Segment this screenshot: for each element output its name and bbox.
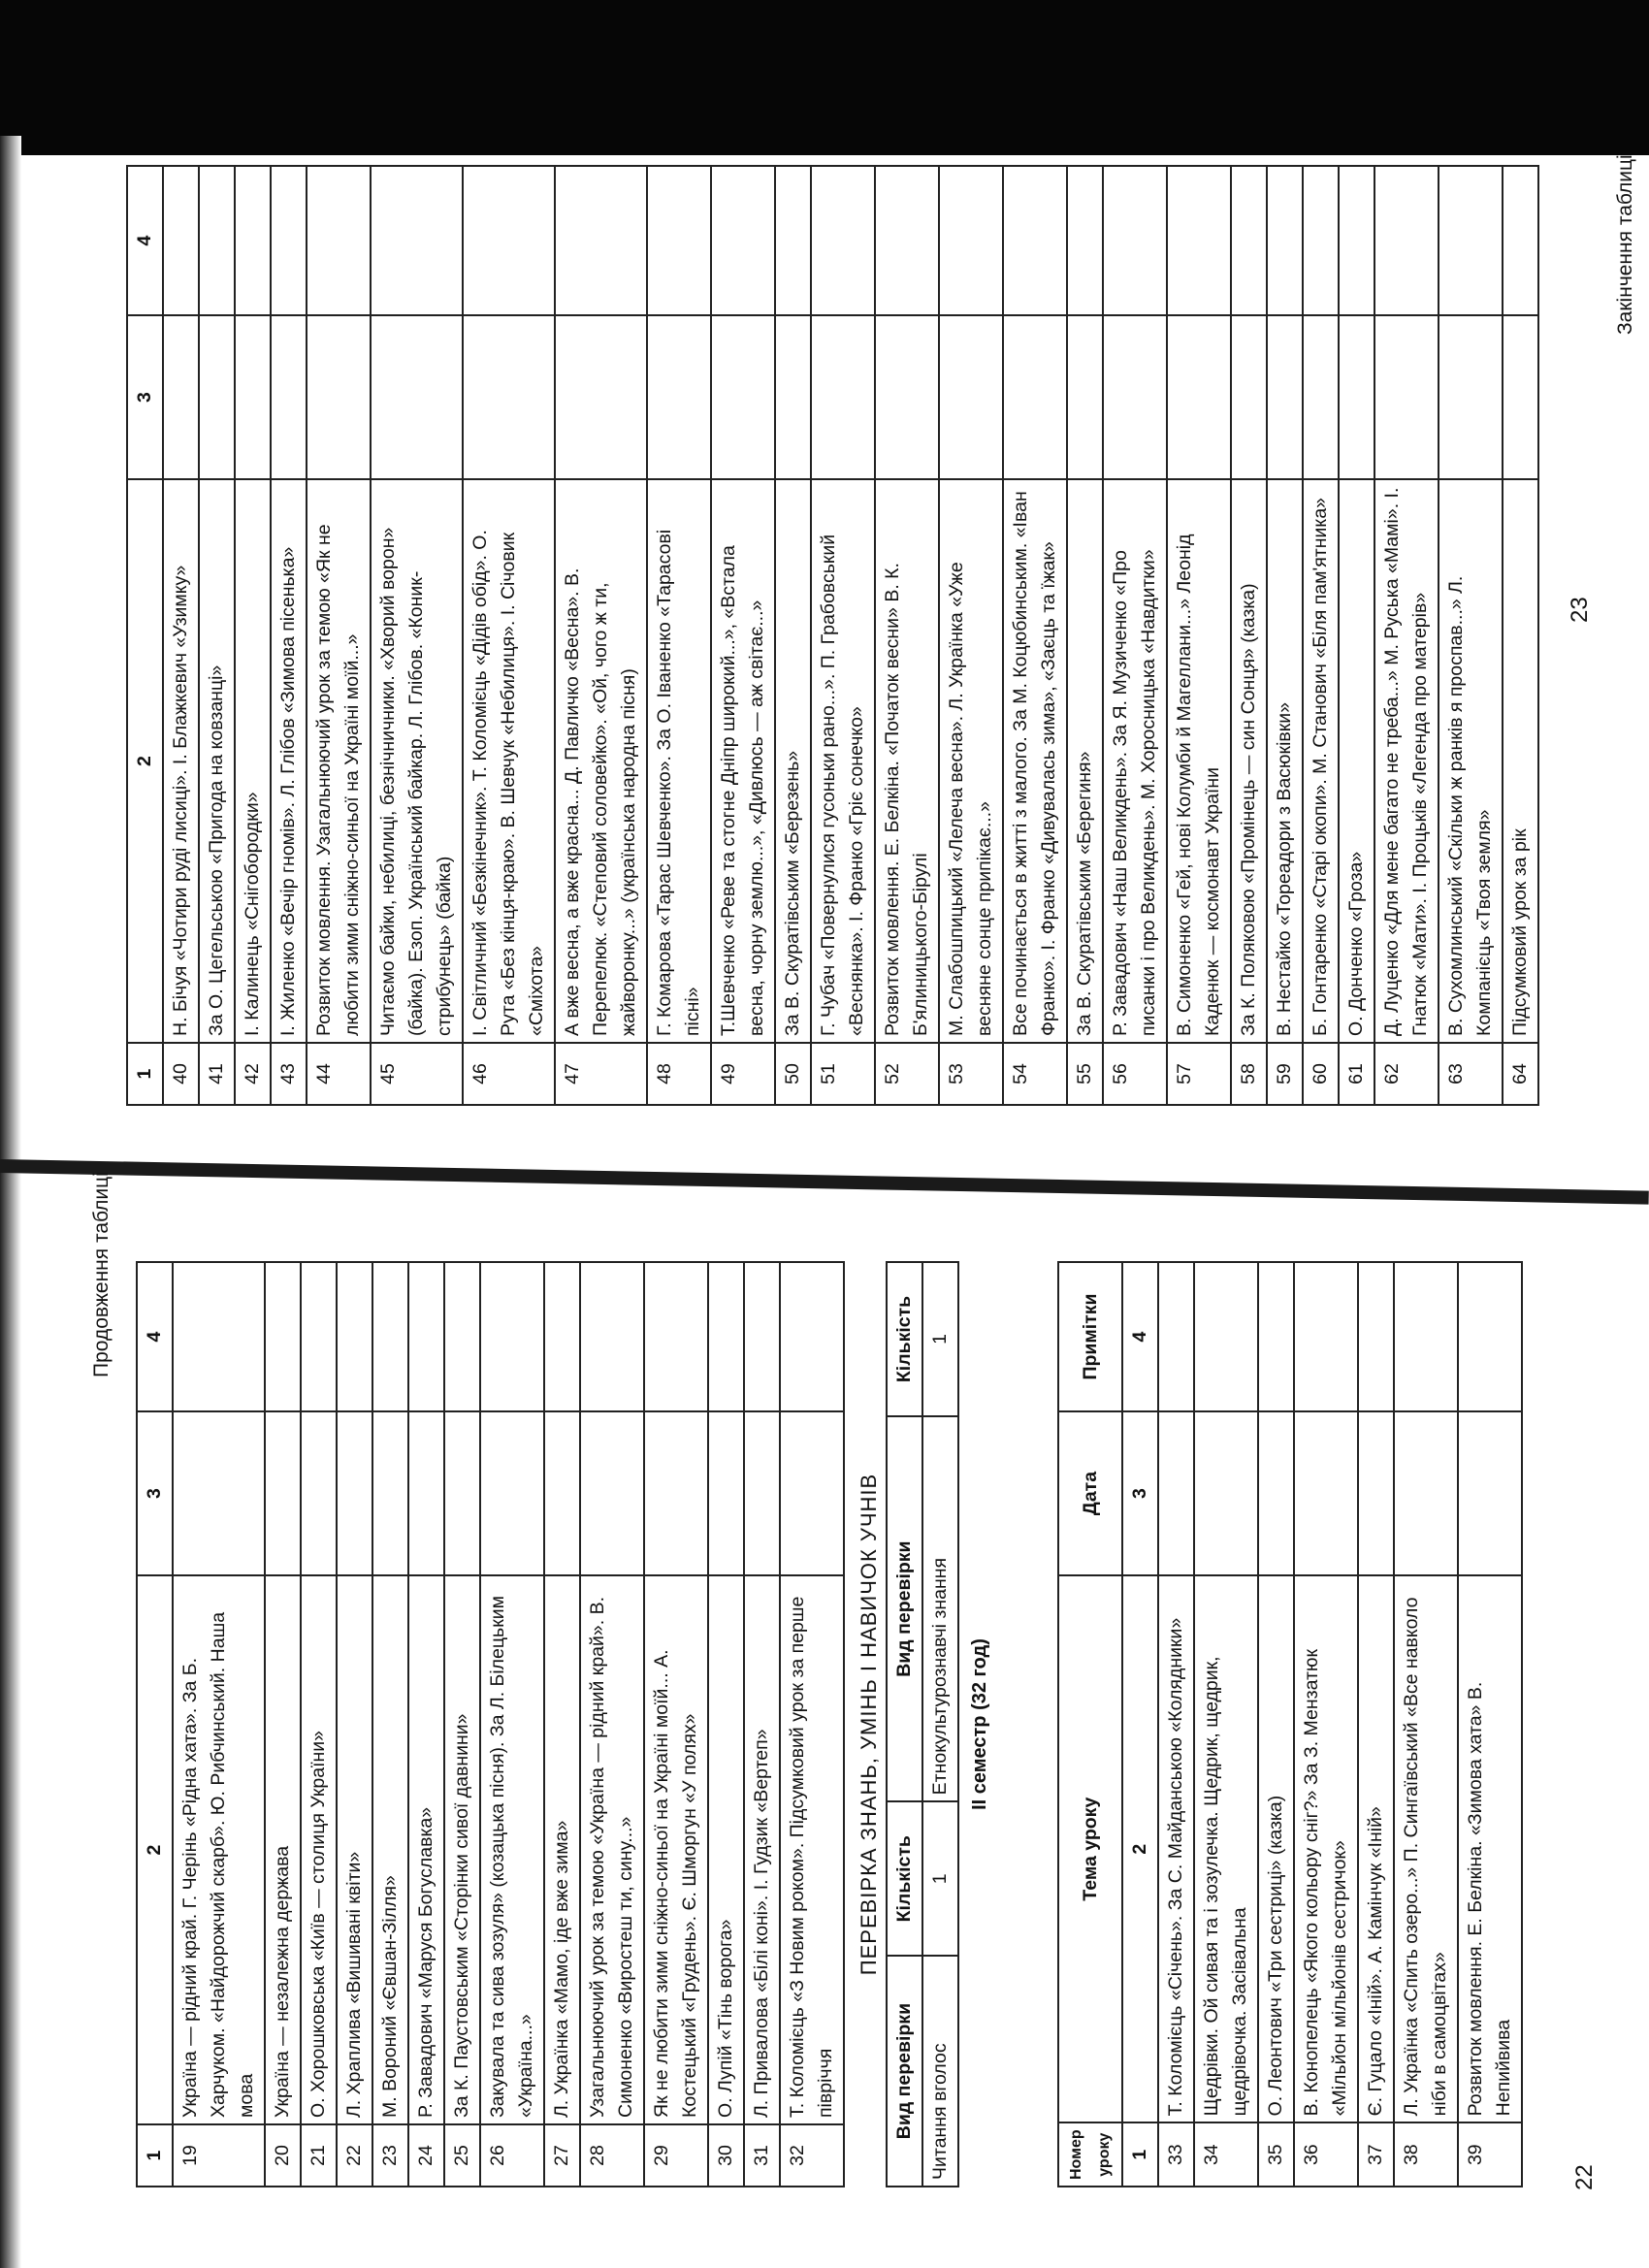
lesson-number: 33 [1158,2122,1194,2187]
header-cell: 2 [137,1575,173,2124]
lesson-notes-cell [265,1262,301,1411]
lesson-topic: Розвиток мовлення. Узагальнюючий урок за темою «Як не любити зими сніжно-синьої на Україні моїй...» [307,479,371,1043]
lesson-date-cell [1303,315,1339,479]
lesson-notes-cell [780,1262,844,1411]
table-row [1267,166,1303,1105]
lesson-number: 40 [163,1043,199,1105]
table-row [163,166,199,1105]
lesson-date-cell [1374,315,1439,479]
lesson-topic: М. Вороний «Євшан-Зілля» [372,1575,408,2124]
lesson-notes-cell [1003,166,1067,315]
semester-heading: II семестр (32 год) [969,1638,990,1810]
lesson-number: 50 [775,1043,811,1105]
lesson-notes-cell [307,166,371,315]
lesson-number: 37 [1358,2122,1394,2187]
table-row [555,166,647,1105]
lesson-number: 28 [580,2124,644,2187]
lesson-date-cell [408,1411,444,1575]
lesson-topic: Як не любити зими сніжно-синьої на Україні моїй... А. Костецький «Грудень». Є. Шморгун «У полях» [644,1575,708,2124]
lesson-date-cell [775,315,811,479]
lesson-date-cell [265,1411,301,1575]
lesson-topic: О. Хорошковська «Київ — столиця України» [301,1575,337,2124]
lesson-topic: Р. Завадович «Маруся Богуславка» [408,1575,444,2124]
lesson-number: 27 [544,2124,580,2187]
table-row [1167,166,1231,1105]
lesson-topic: Україна — рідний край. Г. Черінь «Рідна хата». За Б. Харчуком. «Найдорожчий скарб». Ю. Рибчинський. Наша мова [173,1575,265,2124]
table-row [939,166,1003,1105]
lesson-topic: Все починається в житті з малого. За М. Коцюбинським. «Іван Франко». І. Франко «Дивувалась зима», «Заєць та їжак» [1003,479,1067,1043]
lesson-date-cell [875,315,939,479]
lesson-header: Дата [1058,1411,1122,1575]
lesson-number: 43 [271,1043,307,1105]
lesson-number: 47 [555,1043,647,1105]
lesson-topic: А вже весна, а вже красна... Д. Павличко «Весна». В. Перепелюк. «Степовий соловейко». «Ой, чого ж ти, жайворонку...» (українська народна пісня) [555,479,647,1043]
lesson-topic: Розвиток мовлення. Е. Белкіна. «Зимова хата» В. Непийвива [1458,1575,1522,2122]
lesson-topic: Г. Комарова «Тарас Шевченко». За О. Іваненко «Тарасові пісні» [647,479,711,1043]
lesson-number: 46 [463,1043,555,1105]
table-row [271,166,307,1105]
left-main-table-wrapper [136,1261,845,2187]
table-row [173,1262,265,2187]
lesson-notes-cell [580,1262,644,1411]
lesson-notes-cell [1194,1262,1258,1411]
lesson-number: 21 [301,2124,337,2187]
lesson-number: 53 [939,1043,1003,1105]
lesson-notes-cell [173,1262,265,1411]
lesson-date-cell [1231,315,1267,479]
lesson-date-cell [644,1411,708,1575]
lesson-topic: Л. Українка «Мамо, іде вже зима» [544,1575,580,2124]
lesson-number: 24 [408,2124,444,2187]
table-row [1231,166,1267,1105]
table-row [1103,166,1167,1105]
lesson-date-cell [463,315,555,479]
table-row [235,166,271,1105]
lesson-date-cell [544,1411,580,1575]
lesson-number: 51 [811,1043,875,1105]
lesson-date-cell [271,315,307,479]
lesson-date-cell [307,315,371,479]
lesson-date-cell [1067,315,1103,479]
left-page-number: 22 [1571,2164,1598,2190]
lesson-notes-cell [1067,166,1103,315]
lesson-number: 48 [647,1043,711,1105]
lesson-number: 58 [1231,1043,1267,1105]
check-value: Читання вголос [922,1956,958,2187]
lesson-topic: І. Жиленко «Вечір гномів». Л. Глібов «Зимова пісенька» [271,479,307,1043]
lesson-number: 38 [1394,2122,1458,2187]
lesson-notes-cell [235,166,271,315]
right-table-wrapper [126,165,1539,1106]
table-row [1158,1262,1194,2187]
lesson-number: 19 [173,2124,265,2187]
lesson-date-cell [199,315,235,479]
table-row [811,166,875,1105]
table-row [301,1262,337,2187]
table-row [780,1262,844,2187]
lesson-number: 35 [1258,2122,1294,2187]
lesson-notes-cell [1339,166,1374,315]
table-header-row [137,1262,173,2187]
table-row [408,1262,444,2187]
check-value: 1 [922,1262,958,1416]
lesson-date-cell [580,1411,644,1575]
lesson-number: 54 [1003,1043,1067,1105]
lesson-topic: Узагальнюючий урок за темою «Україна — рідний край». В. Симоненко «Виростеш ти, сину...» [580,1575,644,2124]
check-title: ПЕРЕВІРКА ЗНАНЬ, УМІНЬ І НАВИЧОК УЧНІВ [857,1473,881,1976]
lesson-number: 29 [644,2124,708,2187]
lesson-number: 52 [875,1043,939,1105]
lesson-date-cell [1003,315,1067,479]
lesson-topic: Н. Бічуя «Чотири руді лисиці». І. Блажкевич «Узимку» [163,479,199,1043]
lesson-topic: Закувала та сива зозуля» (козацька пісня). За Л. Білецьким «Україна...» [480,1575,544,2124]
lesson-date-cell [780,1411,844,1575]
lesson-number: 45 [371,1043,463,1105]
lesson-date-cell [173,1411,265,1575]
lesson-notes-cell [337,1262,372,1411]
lesson-date-cell [1294,1411,1358,1575]
check-value: Етнокультурознавчі знання [922,1416,958,1801]
lesson-notes-cell [1167,166,1231,315]
lesson-topic: І. Калинець «Снігобородки» [235,479,271,1043]
lesson-topic: Підсумковий урок за рік [1503,479,1538,1043]
lesson-notes-cell [271,166,307,315]
lesson-notes-cell [1503,166,1538,315]
lesson-notes-cell [711,166,775,315]
semester-lesson-table [1057,1261,1523,2187]
lesson-number: 57 [1167,1043,1231,1105]
lesson-date-cell [1439,315,1503,479]
index-cell: 4 [1122,1262,1158,1411]
lesson-date-cell [301,1411,337,1575]
index-cell: 1 [1122,2122,1158,2187]
lesson-notes-cell [744,1262,780,1411]
header-cell: 3 [137,1411,173,1575]
lesson-date-cell [1167,315,1231,479]
lesson-date-cell [1458,1411,1522,1575]
lesson-header: Примітки [1058,1262,1122,1411]
table-row [1258,1262,1294,2187]
left-lesson-table [136,1261,845,2187]
lesson-date-cell [647,315,711,479]
table-row [1439,166,1503,1105]
lesson-topic: І. Світличний «Безкінечник». Т. Коломієць «Дідів обід». О. Рута «Без кінця-краю». В. Шевчук «Небилиця». І. Січовик «Сміхота» [463,479,555,1043]
left-continuation-label: Продовження таблиці [90,1172,113,1377]
lesson-notes-cell [1294,1262,1358,1411]
lesson-date-cell [235,315,271,479]
scan-dark-border [0,0,1649,155]
lesson-topic: За О. Цегельською «Пригода на ковзанці» [199,479,235,1043]
table-row [1194,1262,1258,2187]
lesson-topic: Л. Храплива «Вишивані квіти» [337,1575,372,2124]
header-cell: 1 [137,2124,173,2187]
lesson-number: 41 [199,1043,235,1105]
lesson-topic: Щедрівки. Ой сивая та і зозулечка. Щедрик, щедрик, щедрівочка. Засівальна [1194,1575,1258,2122]
table-row [1503,166,1538,1105]
scan-left-edge [0,136,21,2268]
table-row [744,1262,780,2187]
lesson-number: 30 [708,2124,744,2187]
lesson-notes-cell [875,166,939,315]
lesson-notes-cell [1303,166,1339,315]
lesson-notes-cell [463,166,555,315]
table-row [580,1262,644,2187]
lesson-date-cell [371,315,463,479]
check-header: Вид перевірки [887,1956,922,2187]
table-row [711,166,775,1105]
lesson-number: 59 [1267,1043,1303,1105]
right-lesson-table [126,165,1539,1106]
table-row [444,1262,480,2187]
table-row [199,166,235,1105]
lesson-topic: За В. Скуратівським «Берегиня» [1067,479,1103,1043]
lesson-topic: Б. Гонтаренко «Старі окопи». М. Станович «Біля пам'ятника» [1303,479,1339,1043]
knowledge-check-table [852,1261,959,2187]
lesson-number: 62 [1374,1043,1439,1105]
lesson-date-cell [744,1411,780,1575]
header-cell: 2 [127,479,163,1043]
lesson-date-cell [1339,315,1374,479]
lesson-topic: М. Слабошпицький «Лелеча весна». Л. Українка «Уже весняне сонце припікає...» [939,479,1003,1043]
lesson-date-cell [372,1411,408,1575]
table-row [480,1262,544,2187]
lesson-date-cell [1158,1411,1194,1575]
lesson-notes-cell [811,166,875,315]
lesson-date-cell [444,1411,480,1575]
lesson-date-cell [939,315,1003,479]
lesson-date-cell [1358,1411,1394,1575]
table-row [371,166,463,1105]
lesson-date-cell [811,315,875,479]
lesson-notes-cell [1231,166,1267,315]
lesson-notes-cell [1394,1262,1458,1411]
book-spine-shadow [0,1159,1649,1205]
lesson-topic: О. Лупій «Тінь ворога» [708,1575,744,2124]
lesson-date-cell [711,315,775,479]
table-row [544,1262,580,2187]
lesson-number: 32 [780,2124,844,2187]
lesson-date-cell [1394,1411,1458,1575]
table-row [337,1262,372,2187]
lesson-number: 36 [1294,2122,1358,2187]
lesson-date-cell [1503,315,1538,479]
right-page-number: 23 [1567,597,1593,623]
lesson-notes-cell [1158,1262,1194,1411]
lesson-notes-cell [708,1262,744,1411]
lesson-topic: За К. Паустовським «Сторінки сивої давнини» [444,1575,480,2124]
lesson-number: 31 [744,2124,780,2187]
lesson-topic: Л. Привалова «Білі коні». І. Гудзик «Вертеп» [744,1575,780,2124]
check-header: Кількість [887,1801,922,1956]
lesson-date-cell [337,1411,372,1575]
lesson-number: 26 [480,2124,544,2187]
lesson-notes-cell [371,166,463,315]
lesson-number: 64 [1503,1043,1538,1105]
check-header: Кількість [887,1262,922,1416]
lesson-number: 22 [337,2124,372,2187]
right-continuation-label: Закінчення таблиці [1614,154,1636,335]
lesson-topic: В. Нестайко «Тореадори з Васюківки» [1267,479,1303,1043]
lesson-date-cell [480,1411,544,1575]
table-row [1003,166,1067,1105]
index-cell: 2 [1122,1575,1158,2122]
table-row [644,1262,708,2187]
lesson-notes-cell [939,166,1003,315]
lesson-topic: Т.Шевченко «Реве та стогне Дніпр широкий...», «Встала весна, чорну землю...», «Дивлюсь — аж світає...» [711,479,775,1043]
lesson-date-cell [163,315,199,479]
lesson-notes-cell [480,1262,544,1411]
lesson-notes-cell [1374,166,1439,315]
table-row [708,1262,744,2187]
index-cell: 3 [1122,1411,1158,1575]
header-cell: 4 [127,166,163,315]
table-row [1067,166,1103,1105]
lesson-topic: В. Симоненко «Гей, нові Колумби й Магеллани...» Леонід Каденюк — космонавт України [1167,479,1231,1043]
lesson-notes-cell [163,166,199,315]
lesson-date-cell [1103,315,1167,479]
table-row [265,1262,301,2187]
table-row [463,166,555,1105]
lesson-header: Номер уроку [1058,2122,1122,2187]
lesson-header: Тема уроку [1058,1575,1122,2122]
table-row [1458,1262,1522,2187]
lesson-topic: Україна — незалежна держава [265,1575,301,2124]
table-row [372,1262,408,2187]
header-cell: 4 [137,1262,173,1411]
lesson-number: 56 [1103,1043,1167,1105]
check-value: 1 [922,1801,958,1956]
table-row [775,166,811,1105]
lesson-notes-cell [555,166,647,315]
lesson-date-cell [1267,315,1303,479]
lesson-notes-cell [1439,166,1503,315]
lesson-number: 34 [1194,2122,1258,2187]
lesson-notes-cell [1358,1262,1394,1411]
lesson-topic: Розвиток мовлення. Е. Белкіна. «Початок весни» В. К. Б'ялиницького-Бірулі [875,479,939,1043]
lesson-number: 44 [307,1043,371,1105]
lesson-topic: О. Донченко «Гроза» [1339,479,1374,1043]
table-row [1303,166,1339,1105]
semester-lesson-wrapper [1057,1261,1523,2187]
lesson-date-cell [555,315,647,479]
lesson-topic: За В. Скуратівським «Березень» [775,479,811,1043]
lesson-topic: За К. Поляковою «Промінець — син Сонця» (казка) [1231,479,1267,1043]
lesson-number: 39 [1458,2122,1522,2187]
lesson-notes-cell [1458,1262,1522,1411]
lesson-notes-cell [199,166,235,315]
lesson-date-cell [1194,1411,1258,1575]
header-cell: 3 [127,315,163,479]
lesson-topic: В. Конопелець «Якого кольору сніг?» За З. Мензатюк «Мільйон мільйонів сестричок» [1294,1575,1358,2122]
check-header: Вид перевірки [887,1416,922,1801]
lesson-notes-cell [644,1262,708,1411]
lesson-notes-cell [372,1262,408,1411]
lesson-topic: Т. Коломієць «З Новим роком». Підсумковий урок за перше півріччя [780,1575,844,2124]
lesson-topic: Г. Чубач «Повернулися гусоньки рано...». П. Грабовський «Веснянка». І. Франко «Гріє сонечко» [811,479,875,1043]
lesson-notes-cell [1258,1262,1294,1411]
table-row [1358,1262,1394,2187]
lesson-number: 60 [1303,1043,1339,1105]
lesson-topic: Д. Луценко «Для мене багато не треба...» М. Руська «Мамі». І. Гнатюк «Мати». І. Процьків «Легенда про матерів» [1374,479,1439,1043]
lesson-notes-cell [647,166,711,315]
lesson-topic: Р. Завадович «Наш Великдень». За Я. Музиченко «Про писанки і про Великдень». М. Хоросницька «Навдитки» [1103,479,1167,1043]
header-cell: 1 [127,1043,163,1105]
table-row [1339,166,1374,1105]
lesson-notes-cell [1103,166,1167,315]
lesson-number: 63 [1439,1043,1503,1105]
lesson-topic: Л. Українка «Спить озеро...» П. Сингаївський «Все навколо ніби в самоцвітах» [1394,1575,1458,2122]
lesson-number: 55 [1067,1043,1103,1105]
lesson-topic: О. Леонтович «Три сестриці» (казка) [1258,1575,1294,2122]
lesson-topic: Є. Гуцало «Іній». А. Камінчук «Іній» [1358,1575,1394,2122]
lesson-topic: В. Сухомлинський «Скільки ж ранків я проспав...» Л. Компанієць «Твоя земля» [1439,479,1503,1043]
lesson-number: 49 [711,1043,775,1105]
table-row [875,166,939,1105]
lesson-notes-cell [1267,166,1303,315]
lesson-notes-cell [301,1262,337,1411]
lesson-notes-cell [408,1262,444,1411]
lesson-date-cell [1258,1411,1294,1575]
table-row [1394,1262,1458,2187]
lesson-number: 20 [265,2124,301,2187]
lesson-number: 23 [372,2124,408,2187]
table-row [647,166,711,1105]
lesson-number: 61 [1339,1043,1374,1105]
lesson-number: 42 [235,1043,271,1105]
knowledge-check-block [852,1261,991,2187]
lesson-notes-cell [444,1262,480,1411]
lesson-date-cell [708,1411,744,1575]
lesson-topic: Читаємо байки, небилиці, безнічничники. «Хворий ворон» (байка). Езоп. Український байкар. Л. Глібов. «Коник-стрибунець» (байка) [371,479,463,1043]
table-row [1374,166,1439,1105]
lesson-topic: Т. Коломієць «Січень». За С. Майданською «Колядники» [1158,1575,1194,2122]
table-row [1294,1262,1358,2187]
table-row [307,166,371,1105]
lesson-notes-cell [544,1262,580,1411]
lesson-number: 25 [444,2124,480,2187]
lesson-notes-cell [775,166,811,315]
